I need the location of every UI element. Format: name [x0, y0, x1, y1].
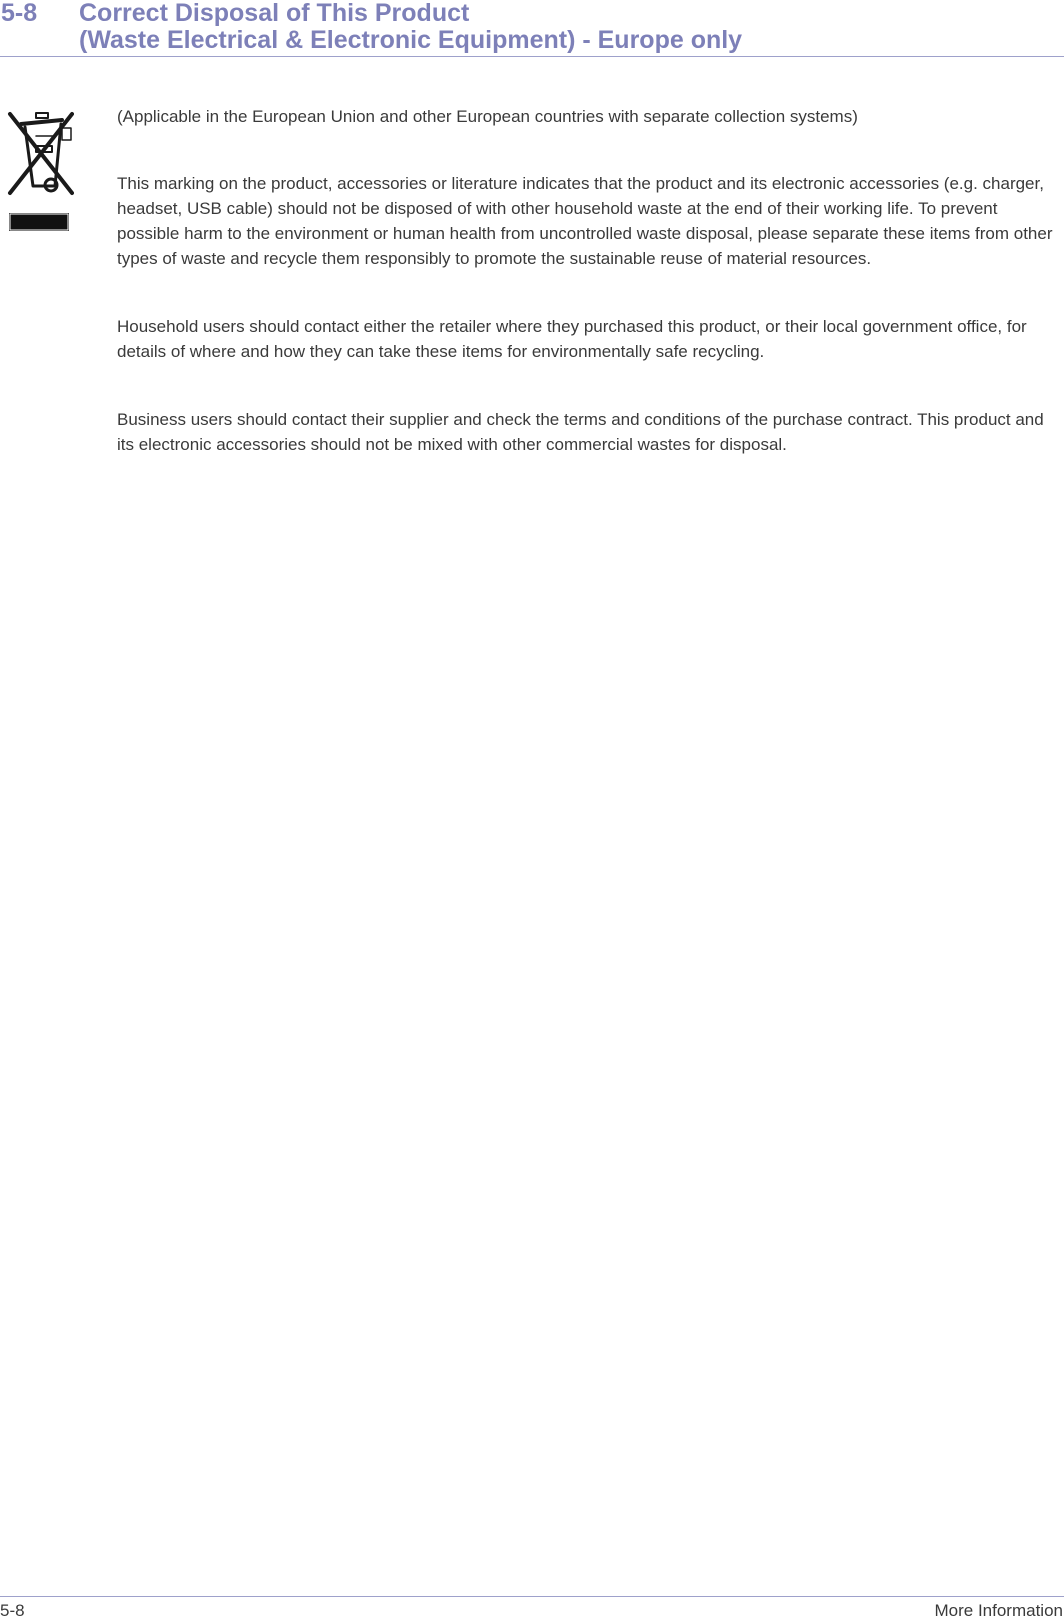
footer-divider [0, 1596, 1064, 1597]
page-header [0, 0, 1064, 54]
page-footer [0, 1601, 1063, 1621]
paragraph-applicability: (Applicable in the European Union and other European countries with separate collection systems) [117, 107, 858, 126]
footer-page-number: 5-8 [0, 1601, 25, 1620]
paragraph-household-users: Household users should contact either the retailer where they purchased this product, or their local government office, for details of where and how they can take these items for environmentally safe recycling. [117, 317, 1027, 361]
section-heading [0, 0, 1064, 54]
header-divider [0, 56, 1064, 57]
disposal-text [117, 104, 1059, 500]
weee-crossed-out-bin-icon [6, 110, 74, 240]
section-number: 5-8 [1, 0, 38, 27]
footer-chapter: More Information [934, 1601, 1063, 1620]
section-title [79, 0, 742, 54]
paragraph-business-users: Business users should contact their supplier and check the terms and conditions of the purchase contract. This product and its electronic accessories should not be mixed with other commercial wastes for disposal. [117, 410, 1044, 454]
section-title-line-1: Correct Disposal of This Product [79, 0, 470, 27]
paragraph-marking: This marking on the product, accessories or literature indicates that the product and its electronic accessories (e.g. charger, headset, USB cable) should not be disposed of with other household waste at the end of their working life. To prevent possible harm to the environment or human health from uncontrolled waste disposal, please separate these items from other types of waste and recycle them responsibly to promote the sustainable reuse of material resources. [117, 174, 1053, 268]
section-title-line-2: (Waste Electrical & Electronic Equipment) - Europe only [79, 26, 743, 54]
